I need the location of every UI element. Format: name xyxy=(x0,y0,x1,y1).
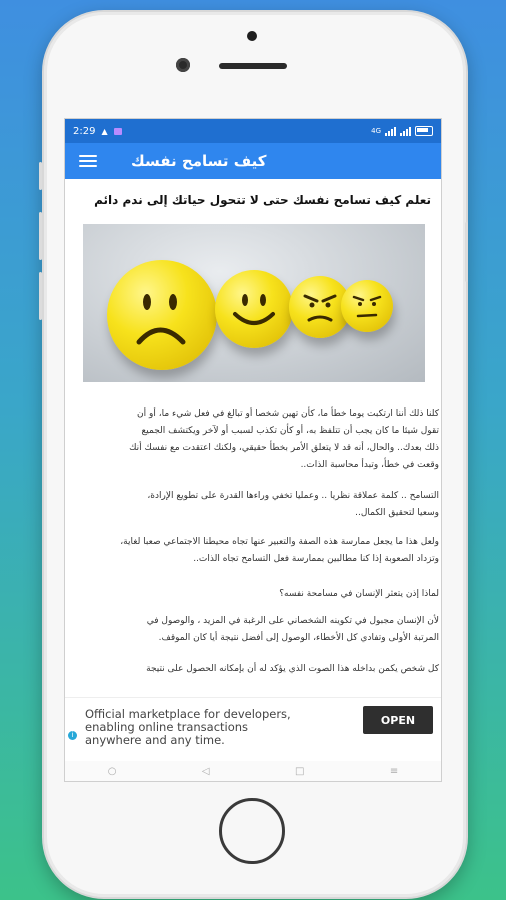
paragraph-line: وسعيا لتحقيق الكمال.. xyxy=(355,508,439,518)
signal-2-icon xyxy=(400,127,411,136)
app-notification-icon xyxy=(114,128,122,135)
frowning-face-ball xyxy=(341,280,393,332)
phone-screen xyxy=(64,118,442,782)
system-nav-bar xyxy=(65,761,441,781)
settings-nav-icon[interactable]: ○ xyxy=(107,765,117,777)
article-paragraph-6 xyxy=(65,661,439,678)
app-title: كيف تسامح نفسك xyxy=(131,152,267,170)
paragraph-line: كلنا ذلك أننا ارتكبت يوما خطأ ما، كأن تهين شخصا أو تبالغ في فعل شيء ما، أو أن xyxy=(137,409,439,419)
article-question xyxy=(65,586,439,603)
paragraph-line: لماذا إذن يتعثر الإنسان في مسامحة نفسه؟ xyxy=(279,589,439,599)
paragraph-line: التسامح .. كلمة عملاقة نظريا .. وعمليا تخفي وراءها القدرة على تطويع الإرادة، xyxy=(147,491,439,501)
ad-line-1: Official marketplace for developers, xyxy=(85,707,291,721)
front-camera-icon xyxy=(176,58,190,72)
status-time: 2:29 xyxy=(73,125,96,137)
ad-text xyxy=(85,708,291,747)
paragraph-line: ذلك بعدك.. والحال، أنه قد لا يتعلق الأمر بخطأ حقيقي، ولكنك اعتقدت مع نفسك أنك xyxy=(129,443,439,453)
sad-face-ball xyxy=(107,260,217,370)
home-button[interactable] xyxy=(219,798,285,864)
article-content[interactable] xyxy=(65,179,441,715)
article-headline: تعلم كيف تسامح نفسك حتى لا تتحول حياتك إلى ندم دائم xyxy=(94,193,431,207)
article-quote xyxy=(65,488,441,522)
status-bar xyxy=(65,119,441,143)
power-button xyxy=(465,222,468,282)
back-nav-icon[interactable]: ◁ xyxy=(201,765,210,777)
paragraph-line: المرتبة الأولى وتفادي كل الأخطاء، الوصول إلى أفضل نتيجة أيا كان الموقف. xyxy=(158,633,439,643)
proximity-sensor xyxy=(247,31,257,41)
ad-banner[interactable] xyxy=(65,697,441,762)
paragraph-line: تقول شيئا ما كان يجب أن تتلفظ به، أو كأن تكذب لسبب أو لآخر ويكتشف الجميع xyxy=(141,426,439,436)
volume-up-button xyxy=(39,212,42,260)
network-label: 4G xyxy=(371,127,381,135)
paragraph-line: لأن الإنسان مجبول في تكوينه الشخصاني على الرغبة في المزيد ، والوصول في xyxy=(146,616,439,626)
signal-icon xyxy=(385,127,396,136)
ad-open-button[interactable]: OPEN xyxy=(363,706,433,734)
recents-nav-icon[interactable]: ≡ xyxy=(389,765,399,777)
article-paragraph-3 xyxy=(65,534,439,568)
paragraph-line: ولعل هذا ما يجعل ممارسة هذه الصفة والتعبير عنها تجاه محيطنا الاجتماعي صعبا لغاية، xyxy=(120,537,439,547)
article-paragraph-5 xyxy=(65,613,439,647)
mute-switch xyxy=(39,162,42,190)
app-bar xyxy=(65,143,441,179)
volume-down-button xyxy=(39,272,42,320)
battery-icon xyxy=(415,126,433,136)
article-hero-image xyxy=(83,224,425,382)
hamburger-menu-icon[interactable] xyxy=(79,155,97,167)
paragraph-line: كل شخص يكمن بداخله هذا الصوت الذي يؤكد له أن بإمكانه الحصول على نتيجة xyxy=(146,664,439,674)
happy-face-ball xyxy=(215,270,293,348)
paragraph-line: وتزداد الصعوبة إذا كنا مطالبين بممارسة فعل التسامح تجاه الذات.. xyxy=(193,554,439,564)
home-nav-icon[interactable]: □ xyxy=(294,765,305,777)
paragraph-line: وقعت في خطأ، وتبدأ محاسبة الذات.. xyxy=(300,460,439,470)
notification-icon: ▲ xyxy=(101,126,108,136)
ad-line-3: anywhere and any time. xyxy=(85,733,225,747)
article-paragraph-1 xyxy=(65,406,439,474)
earpiece-speaker xyxy=(219,63,287,69)
ad-line-2: enabling online transactions xyxy=(85,720,249,734)
ad-info-icon[interactable]: i xyxy=(68,731,77,740)
